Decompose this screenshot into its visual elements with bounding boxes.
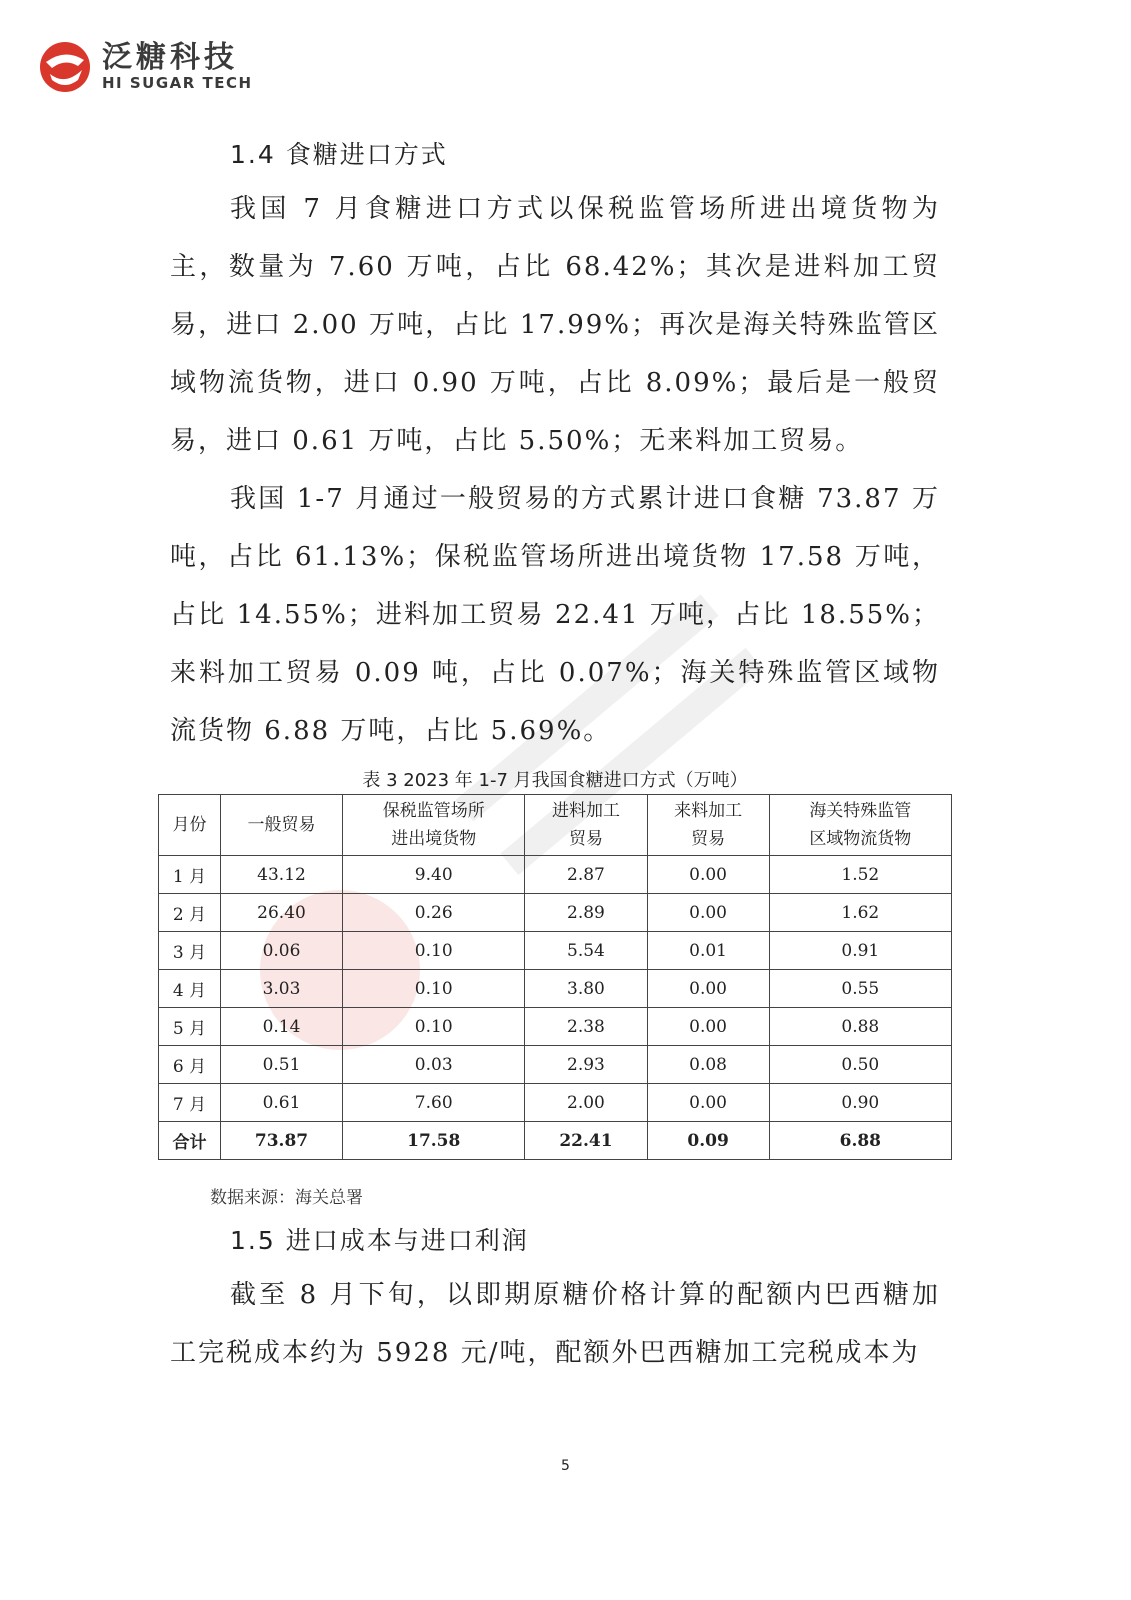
cell: 0.00 xyxy=(647,894,769,932)
cell: 6.88 xyxy=(769,1122,951,1160)
table-row xyxy=(159,856,952,894)
cell: 43.12 xyxy=(220,856,342,894)
cell: 0.14 xyxy=(220,1008,342,1046)
cell: 0.50 xyxy=(769,1046,951,1084)
table-row xyxy=(159,1046,952,1084)
cell: 5 月 xyxy=(159,1008,221,1046)
cell: 3.03 xyxy=(220,970,342,1008)
cell: 0.00 xyxy=(647,970,769,1008)
header-processing-supplied: 来料加工 贸易 xyxy=(647,795,769,856)
header-general-trade: 一般贸易 xyxy=(220,795,342,856)
cell: 0.88 xyxy=(769,1008,951,1046)
cell: 合计 xyxy=(159,1122,221,1160)
cell: 6 月 xyxy=(159,1046,221,1084)
cell: 0.55 xyxy=(769,970,951,1008)
logo-english-name: HI SUGAR TECH xyxy=(102,74,253,92)
cell: 0.00 xyxy=(647,856,769,894)
cell: 0.10 xyxy=(343,932,525,970)
cell: 0.09 xyxy=(647,1122,769,1160)
table-title: 表 3 2023 年 1-7 月我国食糖进口方式（万吨） xyxy=(362,770,748,791)
cell: 0.10 xyxy=(343,970,525,1008)
logo-chinese-name: 泛糖科技 xyxy=(102,40,238,75)
cell: 0.51 xyxy=(220,1046,342,1084)
table-row xyxy=(159,970,952,1008)
cell: 5.54 xyxy=(525,932,647,970)
cell: 0.26 xyxy=(343,894,525,932)
cell: 0.08 xyxy=(647,1046,769,1084)
paragraph-july-import: 我国 7 月食糖进口方式以保税监管场所进出境货物为主，数量为 7.60 万吨，占比 68.42%；其次是进料加工贸易，进口 2.00 万吨，占比 17.99%；再次是海关特殊监管区域物流货物，进口 0.90 万吨，占比 8.09%；最后是一般贸易，进口 0.61 万吨，占比 5.50%；无来料加工贸易。 xyxy=(170,194,940,456)
cell: 1 月 xyxy=(159,856,221,894)
cell: 7 月 xyxy=(159,1084,221,1122)
import-method-table xyxy=(158,794,952,1160)
cell: 0.10 xyxy=(343,1008,525,1046)
paragraph-jan-jul-import: 我国 1-7 月通过一般贸易的方式累计进口食糖 73.87 万吨，占比 61.13%；保税监管场所进出境货物 17.58 万吨，占比 14.55%；进料加工贸易 22.41 万吨，占比 18.55%；来料加工贸易 0.09 吨，占比 0.07%；海关特殊监管区域物流货物 6.88 万吨，占比 5.69%。 xyxy=(170,484,940,746)
cell: 0.00 xyxy=(647,1008,769,1046)
hisugar-logo-icon xyxy=(38,40,92,94)
table-row xyxy=(159,932,952,970)
page-content xyxy=(170,130,940,1382)
cell: 2.93 xyxy=(525,1046,647,1084)
cell: 2.00 xyxy=(525,1084,647,1122)
cell: 7.60 xyxy=(343,1084,525,1122)
table-total-row xyxy=(159,1122,952,1160)
cell: 3 月 xyxy=(159,932,221,970)
cell: 1.62 xyxy=(769,894,951,932)
cell: 22.41 xyxy=(525,1122,647,1160)
cell: 4 月 xyxy=(159,970,221,1008)
cell: 0.06 xyxy=(220,932,342,970)
header-bonded: 保税监管场所 进出境货物 xyxy=(343,795,525,856)
header-month: 月份 xyxy=(159,795,221,856)
cell: 2.87 xyxy=(525,856,647,894)
cell: 0.03 xyxy=(343,1046,525,1084)
table-row xyxy=(159,894,952,932)
cell: 73.87 xyxy=(220,1122,342,1160)
cell: 0.00 xyxy=(647,1084,769,1122)
section-title-1-4: 1.4 食糖进口方式 xyxy=(230,140,448,169)
section-title-1-5: 1.5 进口成本与进口利润 xyxy=(230,1226,529,1255)
cell: 0.61 xyxy=(220,1084,342,1122)
cell: 0.91 xyxy=(769,932,951,970)
paragraph-import-cost: 截至 8 月下旬，以即期原糖价格计算的配额内巴西糖加工完税成本约为 5928 元/吨，配额外巴西糖加工完税成本为 xyxy=(170,1280,940,1368)
cell: 2 月 xyxy=(159,894,221,932)
cell: 3.80 xyxy=(525,970,647,1008)
header-processing-imported: 进料加工 贸易 xyxy=(525,795,647,856)
data-source-note: 数据来源：海关总署 xyxy=(210,1188,363,1208)
cell: 26.40 xyxy=(220,894,342,932)
table-row xyxy=(159,1008,952,1046)
table-header-row xyxy=(159,795,952,856)
cell: 0.01 xyxy=(647,932,769,970)
brand-logo xyxy=(38,40,253,94)
table-row xyxy=(159,1084,952,1122)
header-customs-special-zone: 海关特殊监管 区域物流货物 xyxy=(769,795,951,856)
cell: 17.58 xyxy=(343,1122,525,1160)
cell: 2.38 xyxy=(525,1008,647,1046)
page-number: 5 xyxy=(561,1458,570,1474)
cell: 1.52 xyxy=(769,856,951,894)
cell: 2.89 xyxy=(525,894,647,932)
cell: 9.40 xyxy=(343,856,525,894)
cell: 0.90 xyxy=(769,1084,951,1122)
